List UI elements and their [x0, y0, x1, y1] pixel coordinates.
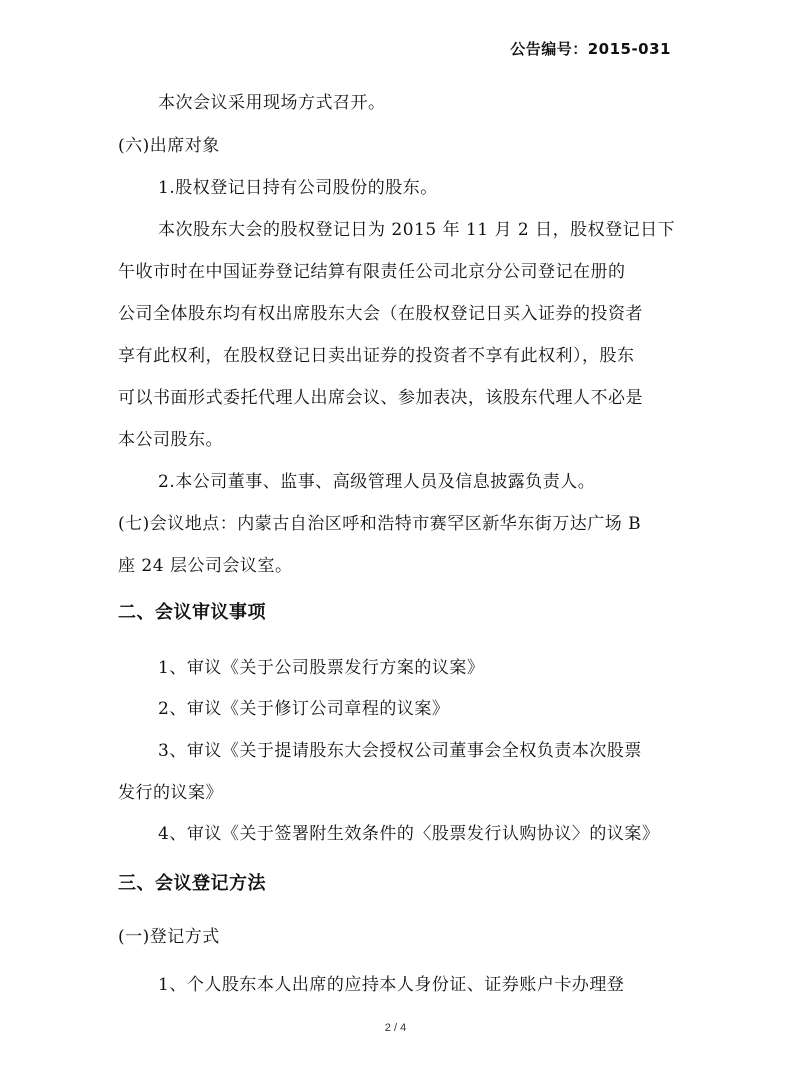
agenda-item-continued: 发行的议案》: [118, 783, 223, 803]
paragraph-line: 公司全体股东均有权出席股东大会（在股权登记日买入证券的投资者: [118, 304, 643, 324]
agenda-item: 4、审议《关于签署附生效条件的〈股票发行认购协议〉的议案》: [158, 824, 660, 844]
paragraph-line: 本次股东大会的股权登记日为 2015 年 11 月 2 日，股权登记日下: [158, 220, 676, 240]
subsection-heading: (一)登记方式: [118, 927, 220, 947]
paragraph-line: 1.股权登记日持有公司股份的股东。: [158, 178, 438, 198]
paragraph-line: 2.本公司董事、监事、高级管理人员及信息披露负责人。: [158, 472, 596, 492]
paragraph-line: 1、个人股东本人出席的应持本人身份证、证券账户卡办理登: [158, 975, 625, 995]
paragraph-line: 午收市时在中国证券登记结算有限责任公司北京分公司登记在册的: [118, 262, 626, 282]
agenda-item: 1、审议《关于公司股票发行方案的议案》: [158, 658, 485, 678]
paragraph-line: 座 24 层公司会议室。: [118, 556, 293, 576]
page-number: 2 / 4: [384, 1022, 407, 1034]
announcement-number: 公告编号：2015-031: [510, 40, 671, 58]
agenda-item: 2、审议《关于修订公司章程的议案》: [158, 699, 450, 719]
section-heading: 二、会议审议事项: [118, 602, 266, 623]
agenda-item: 3、审议《关于提请股东大会授权公司董事会全权负责本次股票: [158, 741, 642, 761]
subsection-heading: (六)出席对象: [118, 136, 220, 156]
paragraph-line: 本公司股东。: [118, 430, 223, 450]
paragraph-line: 享有此权利，在股权登记日卖出证券的投资者不享有此权利），股东: [118, 346, 635, 366]
section-heading: 三、会议登记方法: [118, 873, 266, 894]
subsection-heading: (七)会议地点：内蒙古自治区呼和浩特市赛罕区新华东街万达广场 B: [118, 514, 642, 534]
paragraph-line: 本次会议采用现场方式召开。: [158, 93, 386, 113]
paragraph-line: 可以书面形式委托代理人出席会议、参加表决，该股东代理人不必是: [118, 388, 643, 408]
